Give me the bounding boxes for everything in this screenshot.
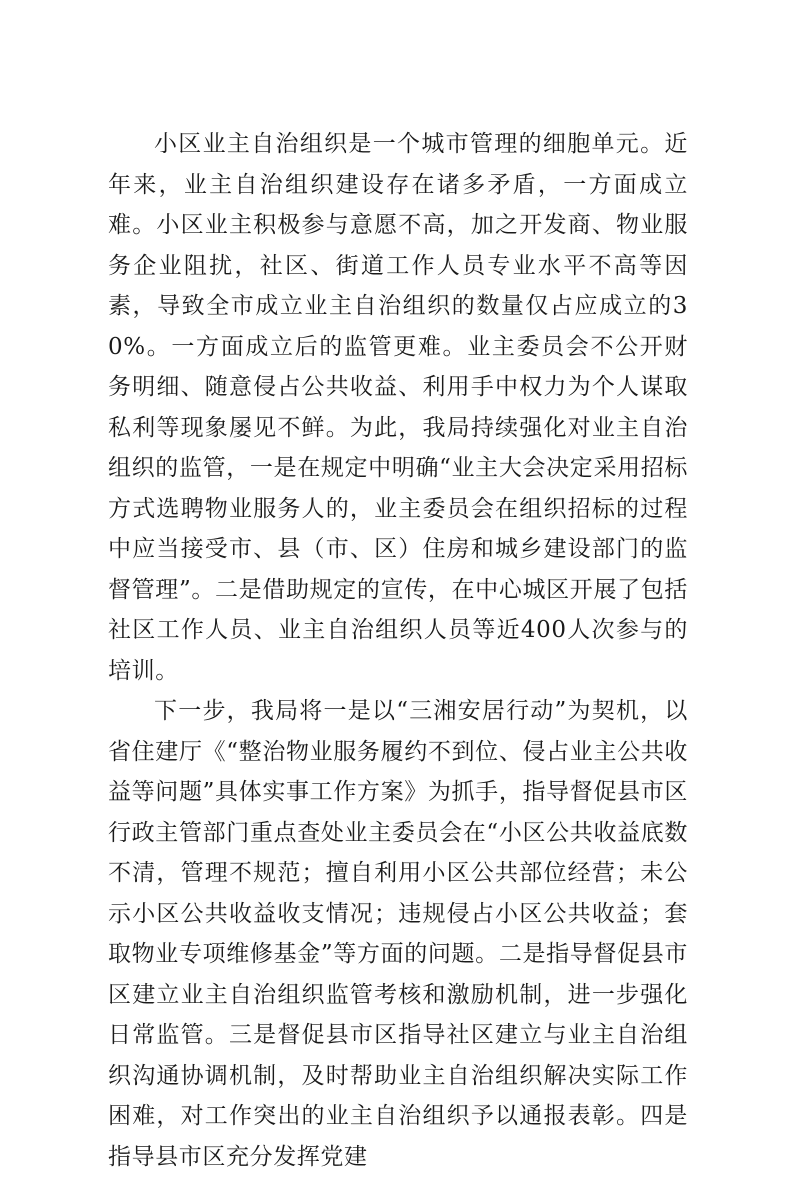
document-body [108, 124, 688, 1177]
paragraph-2: 下一步，我局将一是以“三湘安居行动”为契机，以省住建厅《“整治物业服务履约不到位、侵占业主公共收益等问题”具体实事工作方案》为抓手，指导督促县市区行政主管部门重点查处业主委员会在“小区公共收益底数不清，管理不规范；擅自利用小区公共部位经营；未公示小区公共收益收支情况；违规侵占小区公共收益；套取物业专项维修基金”等方面的问题。二是指导督促县市区建立业主自治组织监管考核和激励机制，进一步强化日常监管。三是督促县市区指导社区建立与业主自治组织沟通协调机制，及时帮助业主自治组织解决实际工作困难，对工作突出的业主自治组织予以通报表彰。四是指导县市区充分发挥党建 [108, 698, 688, 1170]
paragraph-1: 小区业主自治组织是一个城市管理的细胞单元。近年来，业主自治组织建设存在诸多矛盾，一方面成立难。小区业主积极参与意愿不高，加之开发商、物业服务企业阻扰，社区、街道工作人员专业水平不高等因素，导致全市成立业主自治组织的数量仅占应成立的30%。一方面成立后的监管更难。业主委员会不公开财务明细、随意侵占公共收益、利用手中权力为个人谋取私利等现象屡见不鲜。为此，我局持续强化对业主自治组织的监管，一是在规定中明确“业主大会决定采用招标方式选聘物业服务人的，业主委员会在组织招标的过程中应当接受市、县（市、区）住房和城乡建设部门的监督管理”。二是借助规定的宣传，在中心城区开展了包括社区工作人员、业主自治组织人员等近400人次参与的培训。 [108, 131, 688, 684]
